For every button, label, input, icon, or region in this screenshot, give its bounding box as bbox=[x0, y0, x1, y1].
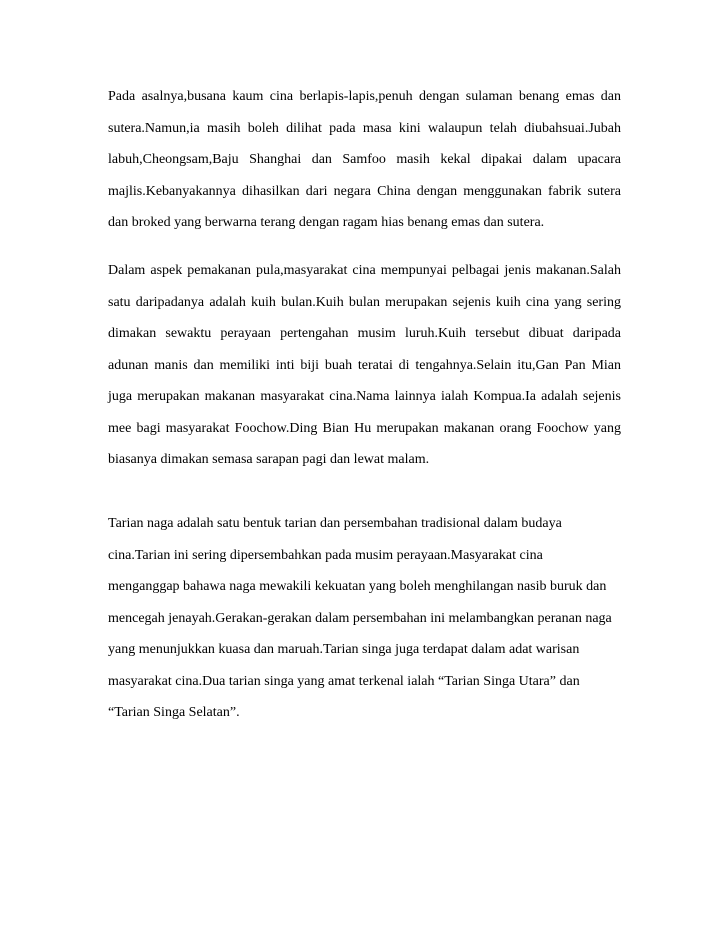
text-line: cina.Tarian ini sering dipersembahkan pada musim perayaan.Masyarakat cina bbox=[108, 547, 543, 563]
text-line: menganggap bahawa naga mewakili kekuatan yang boleh menghilangan nasib buruk dan bbox=[108, 579, 607, 594]
paragraph-dance bbox=[108, 515, 621, 736]
text-line: dan broked yang berwarna terang dengan ragam hias benang emas dan sutera. bbox=[108, 215, 545, 230]
text-line: dimakan sewaktu perayaan pertengahan musim luruh.Kuih tersebut dibuat daripada bbox=[108, 326, 621, 341]
text-line: Pada asalnya,busana kaum cina berlapis-lapis,penuh dengan sulaman benang emas dan bbox=[108, 89, 621, 104]
text-line: mencegah jenayah.Gerakan-gerakan dalam persembahan ini melambangkan peranan naga bbox=[108, 610, 612, 626]
text-line: adunan manis dan memiliki inti biji buah teratai di tengahnya.Selain itu,Gan Pan Mian bbox=[108, 357, 621, 373]
text-line: sutera.Namun,ia masih boleh dilihat pada masa kini walaupun telah diubahsuai.Jubah bbox=[108, 120, 621, 136]
text-line: biasanya dimakan semasa sarapan pagi dan lewat malam. bbox=[108, 452, 430, 467]
text-line: labuh,Cheongsam,Baju Shanghai dan Samfoo masih kekal dipakai dalam upacara bbox=[108, 152, 621, 167]
text-line: mee bagi masyarakat Foochow.Ding Bian Hu merupakan makanan orang Foochow yang bbox=[108, 420, 621, 436]
paragraph-food bbox=[108, 262, 621, 483]
text-line: “Tarian Singa Selatan”. bbox=[108, 705, 240, 720]
text-line: masyarakat cina.Dua tarian singa yang amat terkenal ialah “Tarian Singa Utara” dan bbox=[108, 673, 580, 689]
text-line: Dalam aspek pemakanan pula,masyarakat cina mempunyai pelbagai jenis makanan.Salah bbox=[108, 263, 621, 278]
text-line: Tarian naga adalah satu bentuk tarian dan persembahan tradisional dalam budaya bbox=[108, 516, 562, 531]
text-line: satu daripadanya adalah kuih bulan.Kuih bulan merupakan sejenis kuih cina yang sering bbox=[108, 294, 621, 310]
text-line: yang menunjukkan kuasa dan maruah.Tarian singa juga terdapat dalam adat warisan bbox=[108, 642, 580, 657]
text-line: juga merupakan makanan masyarakat cina.Nama lainnya ialah Kompua.Ia adalah sejenis bbox=[108, 389, 621, 404]
text-line: majlis.Kebanyakannya dihasilkan dari negara China dengan menggunakan fabrik sutera bbox=[108, 183, 621, 199]
paragraph-clothing bbox=[108, 88, 621, 246]
